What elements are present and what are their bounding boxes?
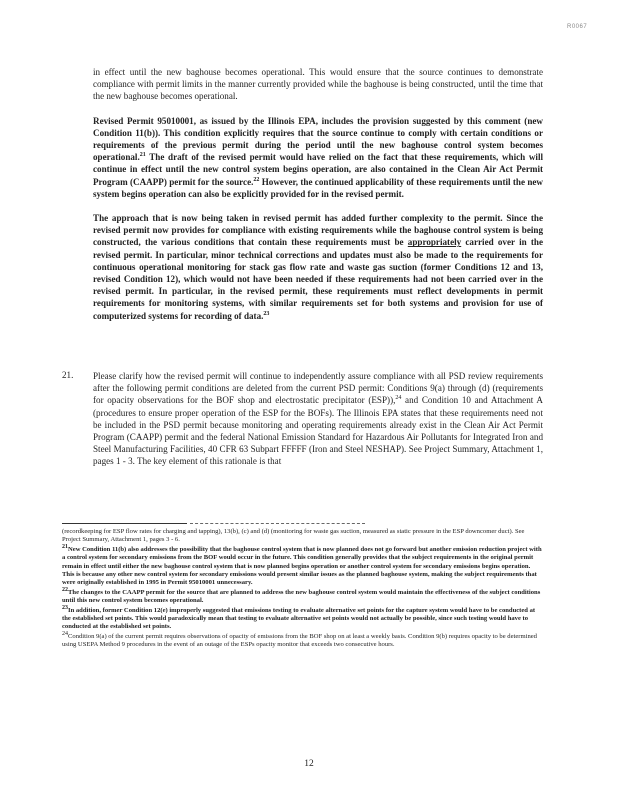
para2-text-a: The approach that is now being taken in revised permit has added further complexity to the permit. Since the revised permit now provides for compliance with existing requirements while the baghouse control system is being constructed, the various conditions that contain these requirements must be (93, 213, 543, 248)
para1-text-3: However, the continued applicability of these requirements until the new system begins operation can also be explicitly provided for in the revised permit. (93, 176, 543, 199)
footnote-23 (62, 604, 543, 632)
para1-text-2: The draft of the revised permit would have relied on the fact that these requirements, which will continue in effect until the new control system begins operation, are also contained in the Clean Air Act Permit Program (CAAPP) permit for the source. (93, 152, 543, 187)
footnote-ref-22: 22 (253, 176, 260, 183)
footnote-23-number: 23 (62, 604, 68, 611)
footnote-24 (62, 630, 543, 650)
body-text (93, 66, 543, 322)
comment-number: 21. (62, 370, 74, 380)
intro-paragraph: in effect until the new baghouse becomes operational. This would ensure that the source continues to demonstrate compliance with permit limits in the manner currently provided while the baghouse is being constructed, until the time that the new baghouse becomes operational. (93, 67, 543, 102)
para2-text-b: carried over in the revised permit. In particular, minor technical corrections and updates must also be made to the requirements for continuous operational monitoring for stack gas flow rate and waste gas suction (former Conditions 12 and 13, revised Condition 12), which would not have been needed if these requirements had not been carried over in the revised permit. In particular, in the revised permit, these requirements must reflect developments in permit requirements for monitoring systems, with similar requirements set for both systems and provision for use of computerized systems for recording of data. (93, 237, 543, 321)
footnote-21-number: 21 (62, 543, 68, 550)
footnotes (62, 528, 543, 650)
para1-text: Revised Permit 95010001, as issued by the Illinois EPA, includes the provision suggested by this comment (new Condition 11(b)). This condition explicitly requires that the source continue to comply with certain conditions or requirements of the previous permit during the period until the new baghouse control system becomes operational. (93, 115, 543, 163)
document-stamp: R0067 (567, 24, 588, 30)
comment-21-text-b: and Condition 10 and Attachment A (procedures to ensure proper operation of the ESP for the BOFs). The Illinois EPA states that these requirements need not be included in the PSD permit because monitoring and operating requirements already exist in the Clean Air Act Permit Program (CAAPP) permit and the federal National Emission Standard for Hazardous Air Pollutants for Integrated Iron and Steel Manufacturing Facilities, 40 CFR 63 Subpart FFFFF (Iron and Steel NESHAP). See Project Summary, Attachment 1, pages 1 - 3. The key element of this rationale is that (93, 395, 543, 467)
footnote-22-number: 22 (62, 586, 68, 593)
response-paragraph-1 (93, 115, 543, 200)
footnote-separator (62, 523, 187, 524)
footnote-ref-21: 21 (139, 152, 146, 159)
footnote-ref-23: 23 (263, 310, 270, 317)
page-number: 12 (304, 759, 314, 769)
footnote-24-text: Condition 9(a) of the current permit requires observations of opacity of emissions from the BOF shop on at least a weekly basis. Condition 9(b) requires opacity to be determined using USEPA Method 9 procedures in the event of an outage of the ESPs opacity monitor that exceeds two consecutive hours. (62, 632, 537, 649)
footnote-22-text: The changes to the CAAPP permit for the source that are planned to address the new baghouse control system would maintain the effectiveness of the subject conditions until this new control system becomes operational. (62, 588, 541, 605)
response-paragraph-2 (93, 212, 543, 322)
footnote-ref-24: 24 (395, 395, 402, 402)
footnote-22 (62, 586, 543, 606)
para2-underlined-word: appropriately (407, 237, 462, 248)
footnote-dashed-rule (190, 523, 365, 524)
comment-21-text (93, 370, 543, 468)
footnote-24-number: 24 (62, 630, 68, 637)
footnote-continuation: (recordkeeping for ESP flow rates for charging and tapping), 13(b), (c) and (d) (monitoring for waste gas suction, measured as static pressure in the ESP downcomer duct). See Project Summary, Attachment 1, pages 3 - 6. (62, 528, 525, 544)
footnote-21-text: New Condition 11(b) also addresses the possibility that the baghouse control system that is now planned does not go forward but another emission reduction project with a control system for secondary emissions from the BOF would occur in the future. This condition generally provides that the subject requirements in the original permit remain in effect until either the new baghouse control system that is now planned begins operation or another control system for secondary emissions begins operation. This is because any other new control system for secondary emissions would present similar issues as the planned baghouse system, making the subject requirements that were originally established in 1995 in Permit 95010001 unnecessary. (62, 545, 542, 587)
comment-21-text-a: Please clarify how the revised permit will continue to independently assure compliance with all PSD review requirements after the following permit conditions are deleted from the current PSD permit: Conditions 9(a) through (d) (requirements for opacity observations for the BOF shop and electrostatic precipitator (ESP)), (93, 371, 543, 406)
footnote-21 (62, 543, 543, 588)
footnote-23-text: In addition, former Condition 12(e) improperly suggested that emissions testing to evaluate alternative set points for the capture system would have to be conducted at the established set points. This would paradoxically mean that testing to evaluate alternative set points would not actually be possible, since such testing would have to conducted at the established set points. (62, 606, 536, 631)
comment-21 (62, 370, 543, 468)
